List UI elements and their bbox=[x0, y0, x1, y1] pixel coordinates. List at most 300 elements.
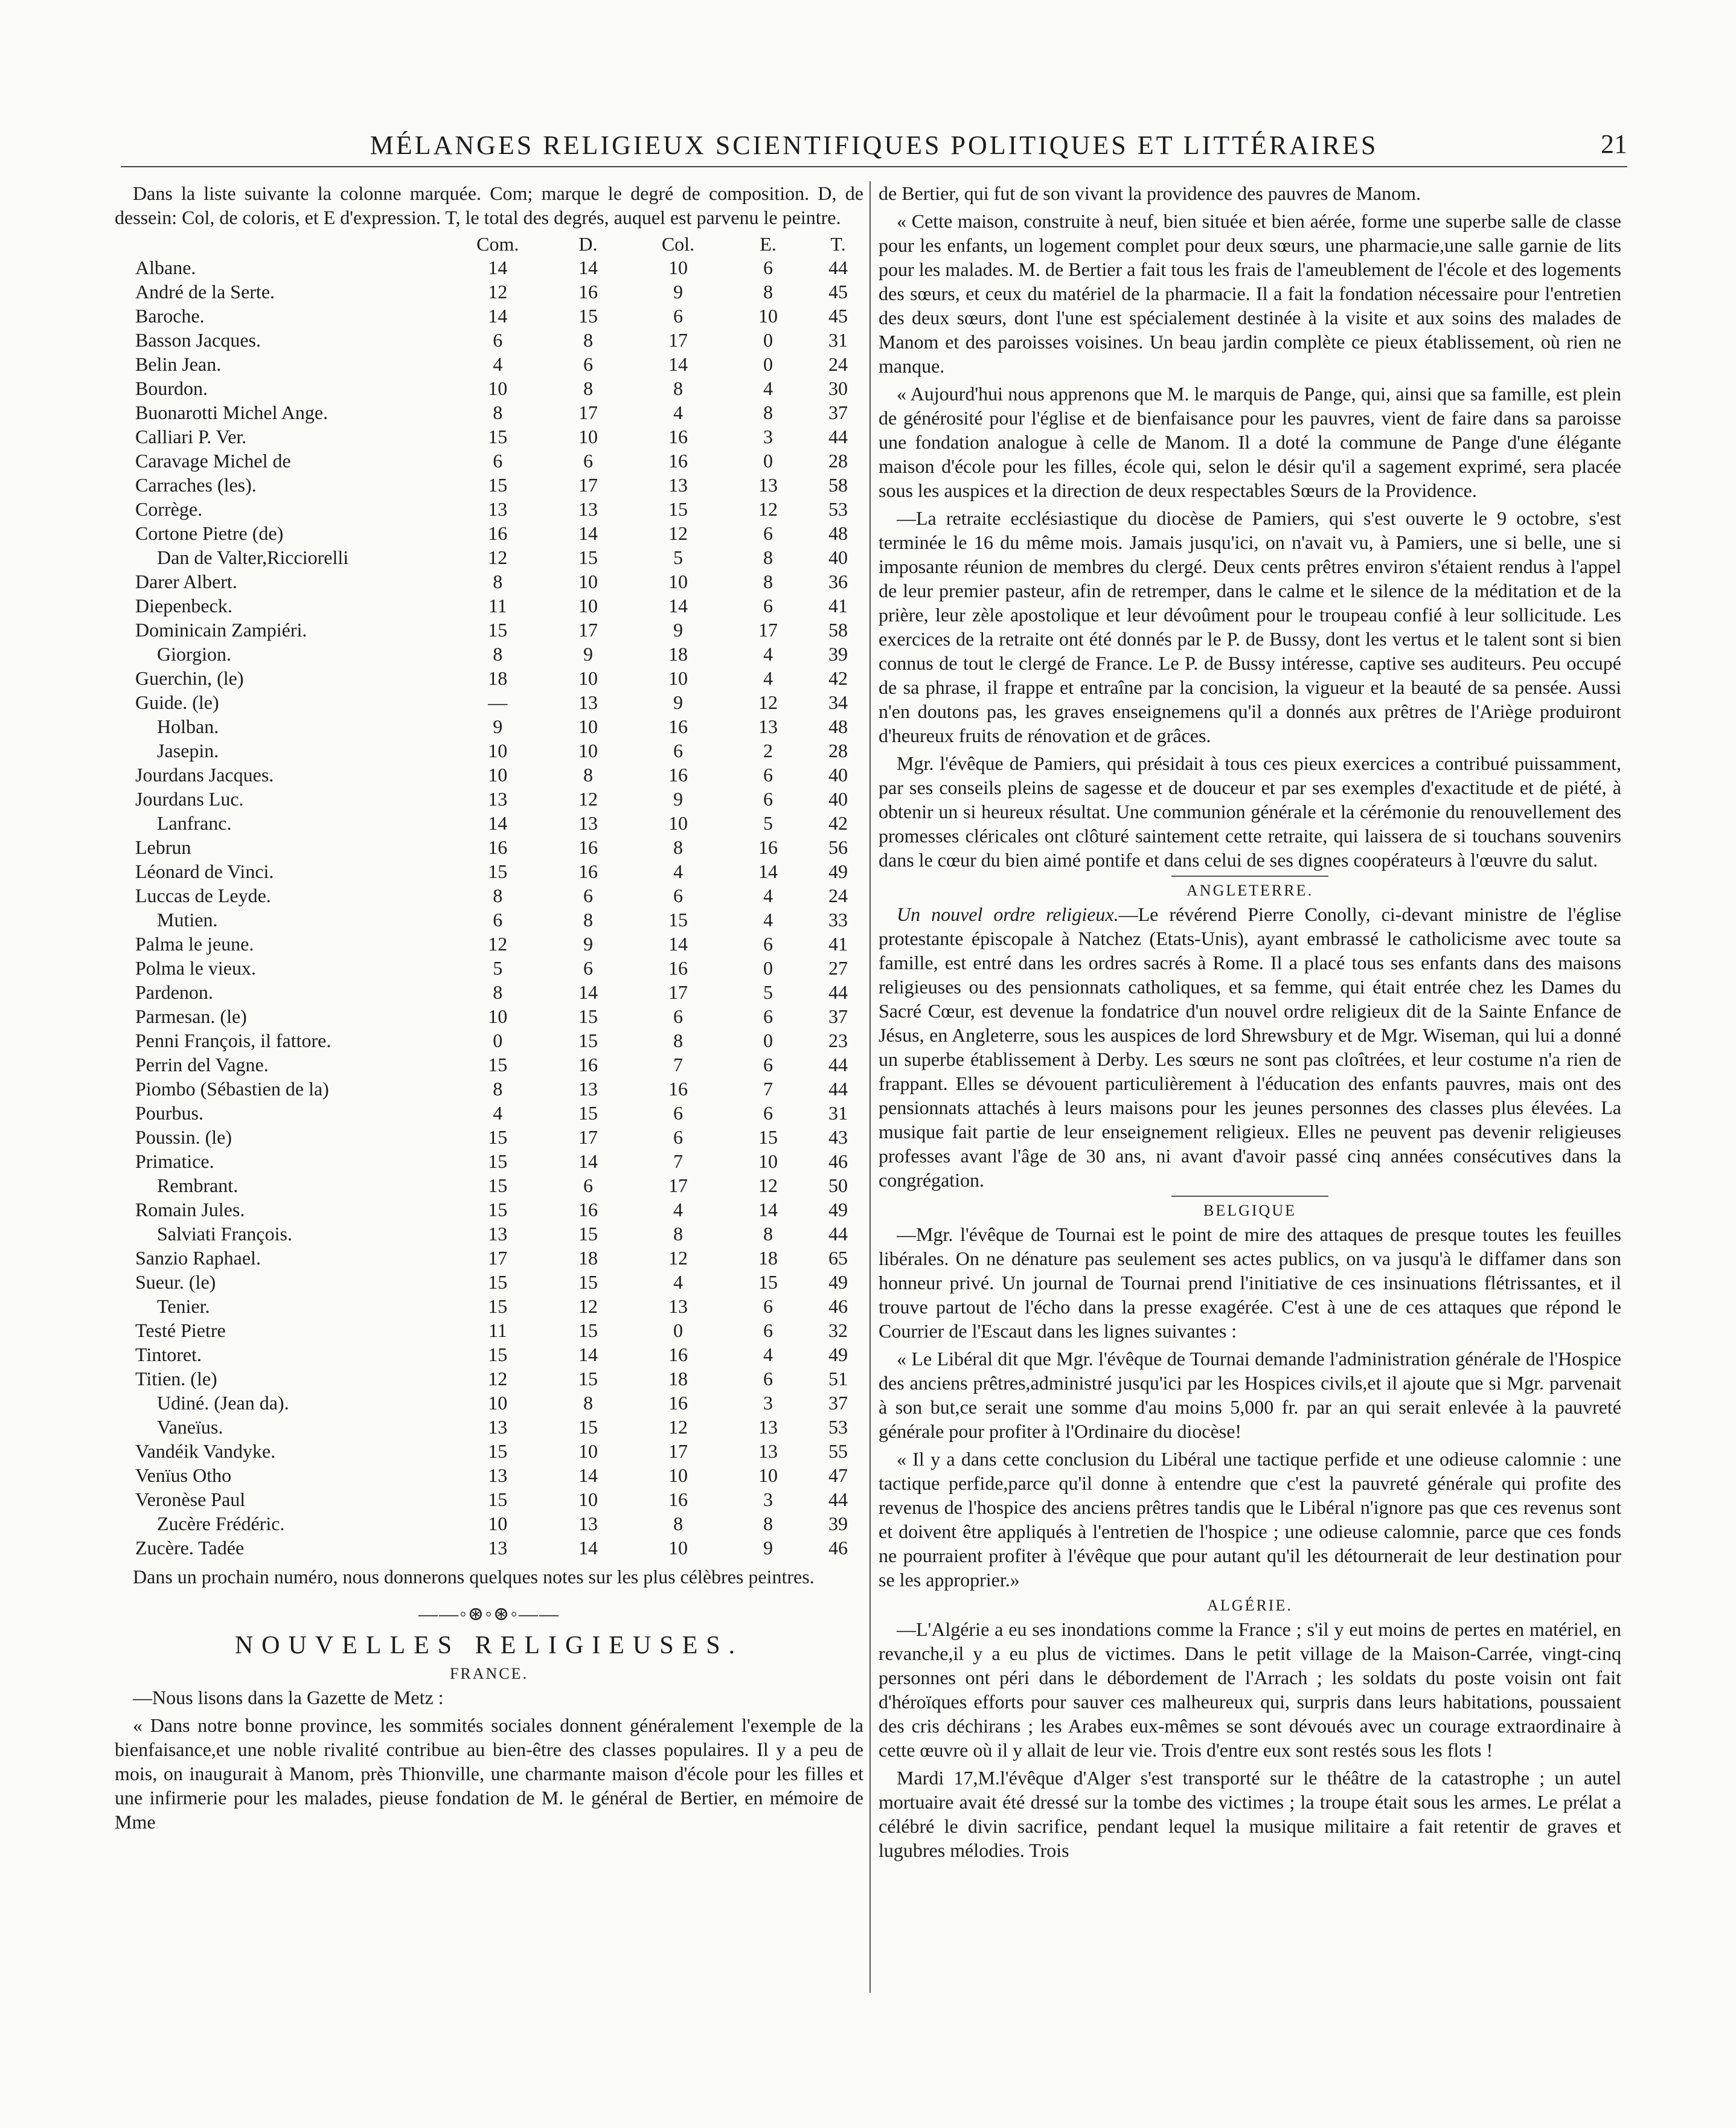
score-d: 16 bbox=[578, 280, 598, 303]
score-d: 14 bbox=[578, 1150, 598, 1172]
score-total: 30 bbox=[828, 377, 848, 399]
score-d: 15 bbox=[578, 1029, 598, 1051]
painter-name: Piombo (Sébastien de la) bbox=[135, 1077, 329, 1100]
score-col: 17 bbox=[668, 1174, 688, 1196]
score-com: 15 bbox=[488, 1488, 508, 1510]
score-com: 10 bbox=[488, 1512, 508, 1534]
score-col: 18 bbox=[668, 643, 688, 665]
score-col: 17 bbox=[668, 981, 688, 1003]
table-row bbox=[133, 569, 863, 594]
painter-name: Rembrant. bbox=[157, 1174, 239, 1196]
table-row bbox=[133, 908, 863, 932]
table-row bbox=[133, 521, 863, 545]
table-row bbox=[133, 328, 863, 352]
score-com: 11 bbox=[488, 594, 507, 617]
score-total: 37 bbox=[828, 401, 848, 423]
score-d: 10 bbox=[578, 594, 598, 617]
score-total: 36 bbox=[828, 570, 848, 592]
score-total: 44 bbox=[828, 1488, 848, 1510]
paragraph: de Bertier, qui fut de son vivant la providence des pauvres de Manom. bbox=[879, 182, 1421, 204]
table-row bbox=[133, 545, 863, 569]
algerie-heading: ALGÉRIE. bbox=[1207, 1597, 1293, 1614]
painter-name: Primatice. bbox=[135, 1150, 214, 1172]
score-total: 42 bbox=[828, 667, 848, 689]
score-total: 47 bbox=[828, 1464, 848, 1486]
score-d: 10 bbox=[578, 667, 598, 689]
score-d: 6 bbox=[583, 884, 593, 906]
score-col: 16 bbox=[668, 425, 688, 447]
score-total: 37 bbox=[828, 1391, 848, 1414]
page-header bbox=[121, 124, 1627, 167]
painter-name: Buonarotti Michel Ange. bbox=[135, 401, 328, 423]
score-e: 15 bbox=[758, 1126, 778, 1148]
score-d: 15 bbox=[578, 1005, 598, 1027]
score-total: 33 bbox=[828, 908, 848, 931]
score-d: 14 bbox=[578, 522, 598, 544]
painter-name: Perrin del Vagne. bbox=[135, 1053, 269, 1075]
painter-name: Luccas de Leyde. bbox=[135, 884, 271, 906]
score-total: 39 bbox=[828, 643, 848, 665]
score-total: 53 bbox=[828, 498, 848, 520]
table-row bbox=[133, 1391, 863, 1415]
score-com: 14 bbox=[488, 812, 508, 834]
angleterre-article bbox=[879, 902, 1621, 1192]
table-intro: Dans la liste suivante la colonne marquée. Com; marque le degré de composition. D, de dessein: Col, de coloris, et E d'expression. T, le total des degrés, auquel est parvenu le peintre. bbox=[115, 182, 863, 228]
score-total: 44 bbox=[828, 1222, 848, 1245]
angleterre-text: —Le révérend Pierre Conolly, ci-devant ministre de l'église protestante épiscopale à Natchez (Etats-Unis), ayant embrassé le catholicisme avec toute sa famille, est entré dans les ordres sacrés à Rome. Il a placé tous ses enfants dans des maisons religieuses ou des pensionnats catholiques, et sa femme, qui était entrée chez les Dames du Sacré Cœur, est devenue la fondatrice d'un nouvel ordre religieux dit de la Sainte Enfance de Jésus, en Angleterre, sous les auspices de lord Shrewsbury et de Mgr. Wiseman, qui lui a donné un superbe établissement à Derby. Les sœurs ne sont pas cloîtrées, et leur costume n'a rien de frappant. Elles se dévouent particulièrement à l'éducation des enfants pauvres, mais ont des pensionnats attachés à leurs maisons pour les jeunes personnes des classes plus élevées. La musique fait partie de leur enseignement religieux. Elles ne peuvent pas devenir religieuses professes avant l'âge de 30 ans, ni avant d'avoir passé cinq années consécutives dans la congrégation. bbox=[879, 903, 1622, 1191]
score-col: 16 bbox=[668, 715, 688, 737]
score-e: 18 bbox=[758, 1246, 778, 1269]
score-com: 16 bbox=[488, 522, 508, 544]
header-col: Col. bbox=[661, 233, 695, 255]
score-d: 12 bbox=[578, 1295, 598, 1317]
painter-name: Vaneïus. bbox=[157, 1415, 223, 1438]
paragraph: —Mgr. l'évêque de Tournai est le point de mire des attaques de presque toutes les feuilles libérales. On ne dénature pas seulement ses actes publics, on va jusqu'à le diffamer dans son honneur privé. Un journal de Tournai prend l'initiative de ces insinuations flétrissantes, et il trouve partout de l'écho dans la presse exagérée. C'est à une de ces attaques que répond le Courrier de l'Escaut dans les lignes suivantes : bbox=[879, 1223, 1621, 1342]
table-row bbox=[133, 304, 863, 328]
score-d: 6 bbox=[583, 1174, 593, 1196]
table-row bbox=[133, 714, 863, 739]
table-row bbox=[133, 1294, 863, 1318]
score-col: 16 bbox=[668, 763, 688, 786]
score-com: 15 bbox=[488, 425, 508, 447]
score-e: 10 bbox=[758, 304, 778, 327]
score-total: 24 bbox=[828, 884, 848, 906]
score-total: 56 bbox=[828, 836, 848, 858]
score-e: 15 bbox=[758, 1271, 778, 1293]
score-e: 3 bbox=[763, 425, 773, 447]
score-col: 14 bbox=[668, 594, 688, 617]
table-row bbox=[133, 811, 863, 835]
score-com: 13 bbox=[488, 1415, 508, 1438]
score-com: 8 bbox=[493, 981, 503, 1003]
score-total: 37 bbox=[828, 1005, 848, 1027]
score-d: 15 bbox=[578, 1101, 598, 1124]
painter-name: André de la Serte. bbox=[135, 280, 275, 303]
score-com: 10 bbox=[488, 1005, 508, 1027]
table-row bbox=[133, 1246, 863, 1270]
table-row bbox=[133, 690, 863, 714]
score-e: 7 bbox=[763, 1077, 773, 1100]
score-d: 10 bbox=[578, 1440, 598, 1462]
table-row bbox=[133, 1463, 863, 1487]
header-d: D. bbox=[578, 233, 598, 255]
score-col: 6 bbox=[673, 304, 683, 327]
painter-name: Tintoret. bbox=[135, 1343, 202, 1365]
score-com: 16 bbox=[488, 836, 508, 858]
table-row bbox=[133, 497, 863, 521]
score-d: 15 bbox=[578, 1319, 598, 1341]
section-title: NOUVELLES RELIGIEUSES. bbox=[234, 1632, 744, 1659]
score-e: 6 bbox=[763, 522, 773, 544]
score-com: 15 bbox=[488, 1126, 508, 1148]
score-d: 15 bbox=[578, 304, 598, 327]
table-row bbox=[133, 1028, 863, 1053]
score-e: 6 bbox=[763, 1053, 773, 1075]
painter-name: Salviati François. bbox=[157, 1222, 292, 1245]
painter-name: Vandéik Vandyke. bbox=[135, 1440, 276, 1462]
table-header-row bbox=[133, 233, 863, 255]
score-col: 18 bbox=[668, 1367, 688, 1389]
score-col: 6 bbox=[673, 1005, 683, 1027]
score-col: 10 bbox=[668, 1464, 688, 1486]
painter-name: Tenier. bbox=[157, 1295, 210, 1317]
score-col: 6 bbox=[673, 1126, 683, 1148]
painter-name: Belin Jean. bbox=[135, 353, 222, 375]
score-total: 42 bbox=[828, 812, 848, 834]
table-row bbox=[133, 956, 863, 980]
score-com: 13 bbox=[488, 1536, 508, 1559]
score-com: 10 bbox=[488, 377, 508, 399]
score-com: 9 bbox=[493, 715, 503, 737]
score-total: 48 bbox=[828, 715, 848, 737]
score-e: 12 bbox=[758, 1174, 778, 1196]
score-com: 5 bbox=[493, 957, 503, 979]
score-total: 50 bbox=[828, 1174, 848, 1196]
painter-name: Parmesan. (le) bbox=[135, 1005, 247, 1027]
score-col: 8 bbox=[673, 377, 683, 399]
table-row bbox=[133, 739, 863, 763]
score-d: 9 bbox=[583, 932, 593, 955]
score-com: 10 bbox=[488, 1391, 508, 1414]
score-e: 13 bbox=[758, 1440, 778, 1462]
score-d: 15 bbox=[578, 1415, 598, 1438]
score-com: 12 bbox=[488, 546, 508, 568]
score-e: 8 bbox=[763, 1512, 773, 1534]
table-row bbox=[133, 449, 863, 473]
section-rule bbox=[1171, 876, 1328, 877]
score-e: 0 bbox=[763, 353, 773, 375]
painters-table bbox=[133, 233, 863, 1560]
table-row bbox=[133, 473, 863, 497]
score-e: 6 bbox=[763, 594, 773, 617]
score-com: 11 bbox=[488, 1319, 507, 1341]
score-com: 13 bbox=[488, 787, 508, 810]
score-d: 10 bbox=[578, 715, 598, 737]
score-e: 8 bbox=[763, 280, 773, 303]
score-d: 14 bbox=[578, 1343, 598, 1365]
score-col: 17 bbox=[668, 328, 688, 351]
score-col: 4 bbox=[673, 401, 683, 423]
score-col: 6 bbox=[673, 884, 683, 906]
painter-name: Dan de Valter,Ricciorelli bbox=[157, 546, 349, 568]
score-col: 16 bbox=[668, 957, 688, 979]
score-total: 49 bbox=[828, 1343, 848, 1365]
score-e: 4 bbox=[763, 643, 773, 665]
score-d: 17 bbox=[578, 618, 598, 641]
score-d: 8 bbox=[583, 328, 593, 351]
score-com: 15 bbox=[488, 1440, 508, 1462]
score-col: 16 bbox=[668, 1391, 688, 1414]
score-e: 8 bbox=[763, 1222, 773, 1245]
table-row bbox=[133, 1318, 863, 1342]
score-col: 16 bbox=[668, 1488, 688, 1510]
score-col: 9 bbox=[673, 618, 683, 641]
score-d: 18 bbox=[578, 1246, 598, 1269]
score-total: 45 bbox=[828, 280, 848, 303]
table-row bbox=[133, 859, 863, 883]
score-total: 34 bbox=[828, 691, 848, 713]
score-col: 16 bbox=[668, 449, 688, 472]
painter-name: Veronèse Paul bbox=[135, 1488, 246, 1510]
score-e: 0 bbox=[763, 328, 773, 351]
score-total: 31 bbox=[828, 328, 848, 351]
score-total: 41 bbox=[828, 594, 848, 617]
table-row bbox=[133, 1342, 863, 1367]
paragraph: « Il y a dans cette conclusion du Libéral une tactique perfide et une odieuse calomnie : une tactique perfide,parce qu'il donne à entendre que c'est la pauvreté générale qui profite des revenus de l'hospice des anciens prêtres tandis que le Libéral n'ignore pas que ces revenus sont et doivent être appliqués à l'entretien de l'hospice ; une odieuse calomnie, parce que ces fonds ne pourraient profiter à l'évêque que pour autant qu'il les détournerait de leur destination pour se les approprier.» bbox=[879, 1448, 1621, 1591]
score-d: 13 bbox=[578, 1512, 598, 1534]
score-col: 8 bbox=[673, 1512, 683, 1534]
score-col: 10 bbox=[668, 570, 688, 592]
table-row bbox=[133, 1415, 863, 1439]
table-row bbox=[133, 1487, 863, 1511]
score-total: 44 bbox=[828, 981, 848, 1003]
table-row bbox=[133, 376, 863, 400]
table-row bbox=[133, 400, 863, 425]
score-d: 6 bbox=[583, 957, 593, 979]
score-com: 13 bbox=[488, 498, 508, 520]
table-row bbox=[133, 1439, 863, 1463]
score-e: 12 bbox=[758, 498, 778, 520]
score-total: 65 bbox=[828, 1246, 848, 1269]
score-e: 14 bbox=[758, 1198, 778, 1220]
paragraph: Mardi 17,M.l'évêque d'Alger s'est transporté sur le théâtre de la catastrophe ; un autel mortuaire avait été dressé sur la tombe des victimes ; la troupe était sous les armes. Le prélat a célébré le divin sacrifice, pendant lequel la musique militaire a fait retentir de graves et lugubres mélodies. Trois bbox=[879, 1767, 1621, 1861]
score-e: 5 bbox=[763, 981, 773, 1003]
score-e: 0 bbox=[763, 449, 773, 472]
score-com: 15 bbox=[488, 1198, 508, 1220]
score-com: 12 bbox=[488, 932, 508, 955]
score-e: 6 bbox=[763, 932, 773, 955]
column-divider bbox=[870, 181, 871, 1993]
painter-name: Léonard de Vinci. bbox=[135, 860, 274, 882]
score-d: 16 bbox=[578, 1198, 598, 1220]
table-row bbox=[133, 425, 863, 449]
score-com: 4 bbox=[493, 1101, 503, 1124]
header-e: E. bbox=[760, 233, 777, 255]
painter-name: Sueur. (le) bbox=[135, 1271, 216, 1293]
score-com: 4 bbox=[493, 353, 503, 375]
score-e: 2 bbox=[763, 739, 773, 761]
score-d: 14 bbox=[578, 256, 598, 278]
france-intro: —Nous lisons dans la Gazette de Metz : bbox=[133, 1687, 444, 1708]
score-d: 15 bbox=[578, 1222, 598, 1245]
score-d: 9 bbox=[583, 643, 593, 665]
score-col: 17 bbox=[668, 1440, 688, 1462]
score-d: 13 bbox=[578, 1077, 598, 1100]
score-e: 5 bbox=[763, 812, 773, 834]
score-d: 14 bbox=[578, 981, 598, 1003]
ornament-divider: ——◦⊛◦⊛◦—— bbox=[418, 1603, 560, 1624]
score-total: 23 bbox=[828, 1029, 848, 1051]
score-e: 6 bbox=[763, 256, 773, 278]
score-e: 8 bbox=[763, 570, 773, 592]
paragraph: —L'Algérie a eu ses inondations comme la France ; s'il y eut moins de pertes en matériel, en revanche,il y a eu plus de victimes. Dans le petit village de la Maison-Carrée, vingt-cinq personnes ont péri dans le débordement de l'Arrach ; les soldats du poste voisin ont fait d'héroïques efforts pour sauver ces malheureux qui, surpris dans leurs habitations, poussaient des cris déchirans ; les Arabes eux-mêmes se sont dévoués avec un courage extraordinaire à cette œuvre où il y allait de leur vie. Trois d'entre eux sont restés sous les flots ! bbox=[879, 1618, 1621, 1761]
score-total: 44 bbox=[828, 256, 848, 278]
painter-name: Dominicain Zampiéri. bbox=[135, 618, 307, 641]
score-total: 41 bbox=[828, 932, 848, 955]
table-row bbox=[133, 1149, 863, 1173]
score-com: 15 bbox=[488, 860, 508, 882]
painter-name: Caravage Michel de bbox=[135, 449, 291, 472]
score-total: 49 bbox=[828, 860, 848, 882]
score-total: 48 bbox=[828, 522, 848, 544]
score-e: 13 bbox=[758, 473, 778, 496]
score-d: 15 bbox=[578, 546, 598, 568]
score-d: 14 bbox=[578, 1464, 598, 1486]
angleterre-lead: Un nouvel ordre religieux. bbox=[897, 903, 1119, 925]
header-t: T. bbox=[830, 233, 846, 255]
table-row bbox=[133, 835, 863, 859]
painter-name: Jourdans Jacques. bbox=[135, 763, 274, 786]
score-col: 4 bbox=[673, 860, 683, 882]
score-col: 10 bbox=[668, 1536, 688, 1559]
painter-name: Zucère Frédéric. bbox=[157, 1512, 285, 1534]
score-col: 12 bbox=[668, 1246, 688, 1269]
score-com: 14 bbox=[488, 304, 508, 327]
score-com: 15 bbox=[488, 473, 508, 496]
table-row bbox=[133, 980, 863, 1004]
score-com: 8 bbox=[493, 643, 503, 665]
score-total: 39 bbox=[828, 1512, 848, 1534]
score-com: 15 bbox=[488, 1343, 508, 1365]
table-row bbox=[133, 1101, 863, 1125]
table-row bbox=[133, 883, 863, 908]
table-row bbox=[133, 255, 863, 280]
score-col: 4 bbox=[673, 1271, 683, 1293]
score-e: 4 bbox=[763, 1343, 773, 1365]
painter-name: Udiné. (Jean da). bbox=[157, 1391, 289, 1414]
score-com: 10 bbox=[488, 763, 508, 786]
score-col: 8 bbox=[673, 1222, 683, 1245]
score-e: 4 bbox=[763, 377, 773, 399]
score-com: 15 bbox=[488, 1053, 508, 1075]
painter-name: Carraches (les). bbox=[135, 473, 257, 496]
score-com: — bbox=[488, 691, 508, 713]
score-d: 15 bbox=[578, 1367, 598, 1389]
score-e: 8 bbox=[763, 401, 773, 423]
header-com: Com. bbox=[476, 233, 519, 255]
score-total: 44 bbox=[828, 1053, 848, 1075]
table-outro: Dans un prochain numéro, nous donnerons quelques notes sur les plus célèbres peintres. bbox=[133, 1566, 815, 1588]
score-e: 16 bbox=[758, 836, 778, 858]
score-col: 14 bbox=[668, 932, 688, 955]
score-total: 49 bbox=[828, 1198, 848, 1220]
score-total: 40 bbox=[828, 787, 848, 810]
painter-name: Jourdans Luc. bbox=[135, 787, 244, 810]
score-e: 17 bbox=[758, 618, 778, 641]
score-col: 13 bbox=[668, 473, 688, 496]
score-e: 6 bbox=[763, 1319, 773, 1341]
score-com: 14 bbox=[488, 256, 508, 278]
score-total: 43 bbox=[828, 1126, 848, 1148]
score-total: 24 bbox=[828, 353, 848, 375]
score-com: 13 bbox=[488, 1464, 508, 1486]
score-e: 3 bbox=[763, 1488, 773, 1510]
score-d: 10 bbox=[578, 739, 598, 761]
score-col: 9 bbox=[673, 787, 683, 810]
score-e: 13 bbox=[758, 1415, 778, 1438]
score-total: 31 bbox=[828, 1101, 848, 1124]
painter-name: Calliari P. Ver. bbox=[135, 425, 247, 447]
painter-name: Giorgion. bbox=[157, 643, 231, 665]
angleterre-heading: ANGLETERRE. bbox=[1187, 882, 1313, 899]
score-d: 13 bbox=[578, 498, 598, 520]
painter-name: Lanfranc. bbox=[157, 812, 232, 834]
score-d: 12 bbox=[578, 787, 598, 810]
score-total: 53 bbox=[828, 1415, 848, 1438]
score-total: 28 bbox=[828, 449, 848, 472]
painter-name: Mutien. bbox=[157, 908, 218, 931]
score-total: 40 bbox=[828, 763, 848, 786]
table-row bbox=[133, 618, 863, 642]
table-row bbox=[133, 1222, 863, 1246]
score-com: 12 bbox=[488, 1367, 508, 1389]
score-total: 49 bbox=[828, 1271, 848, 1293]
score-col: 10 bbox=[668, 812, 688, 834]
score-total: 27 bbox=[828, 957, 848, 979]
score-col: 12 bbox=[668, 522, 688, 544]
table-row bbox=[133, 352, 863, 376]
score-total: 44 bbox=[828, 425, 848, 447]
score-d: 10 bbox=[578, 1488, 598, 1510]
table-row bbox=[133, 280, 863, 304]
table-row bbox=[133, 642, 863, 666]
score-com: 10 bbox=[488, 739, 508, 761]
painters-table-body bbox=[133, 255, 863, 1560]
painter-name: Poussin. (le) bbox=[135, 1126, 232, 1148]
table-row bbox=[133, 1125, 863, 1149]
table-row bbox=[133, 1367, 863, 1391]
score-e: 8 bbox=[763, 546, 773, 568]
painter-name: Palma le jeune. bbox=[135, 932, 254, 955]
score-com: 17 bbox=[488, 1246, 508, 1269]
painter-name: Baroche. bbox=[135, 304, 205, 327]
table-row bbox=[133, 666, 863, 690]
paragraph: Mgr. l'évêque de Pamiers, qui présidait à tous ces pieux exercices a contribué puissamment, par ses conseils pleins de sagesse et de douceur et par ses exemples d'exactitude et de piété, à obtenir un si heureux résultat. Une communion générale et la cérémonie du renouvellement des promesses cléricales ont clôturé saintement cette retraite, qui laissera de si touchans souvenirs dans le cœur du bien aimé pontife et dans celui de ses dignes coopérateurs à l'œuvre du salut. bbox=[879, 752, 1621, 871]
header-name bbox=[133, 233, 452, 255]
score-col: 7 bbox=[673, 1053, 683, 1075]
score-d: 16 bbox=[578, 836, 598, 858]
paragraph: —La retraite ecclésiastique du diocèse de Pamiers, qui s'est ouverte le 9 octobre, s'est terminée le 16 du même mois. Jamais jusqu'ici, on n'avait vu, à Pamiers, une si belle, une si imposante réunion de membres du clergé. Deux cents prêtres environ s'étaient rendus à l'appel de leur premier pasteur, afin de retremper, dans le calme et le silence de la méditation et de la prière, leur zèle apostolique et leur dévoûment pour le troupeau confié à leur sollicitude. Les exercices de la retraite ont été donnés par le P. de Bussy, dont les vertus et le talent sont si bien connus de tout le clergé de France. Le P. de Bussy intéresse, captive ses auditeurs. Peu occupé de sa phrase, il frappe et entraîne par la concision, la vigueur et la beauté de sa pensée. Aussi n'en doutons pas, les graves enseignemens qu'il a donnés aux prêtres de l'Ariège produiront d'heureux fruits de rénovation et de grâces. bbox=[879, 507, 1621, 746]
score-d: 8 bbox=[583, 377, 593, 399]
score-e: 12 bbox=[758, 691, 778, 713]
score-col: 7 bbox=[673, 1150, 683, 1172]
painter-name: Guide. (le) bbox=[135, 691, 219, 713]
score-e: 10 bbox=[758, 1464, 778, 1486]
belgique-heading: BELGIQUE bbox=[1203, 1202, 1296, 1219]
score-col: 8 bbox=[673, 1029, 683, 1051]
score-total: 44 bbox=[828, 1077, 848, 1100]
score-d: 8 bbox=[583, 908, 593, 931]
